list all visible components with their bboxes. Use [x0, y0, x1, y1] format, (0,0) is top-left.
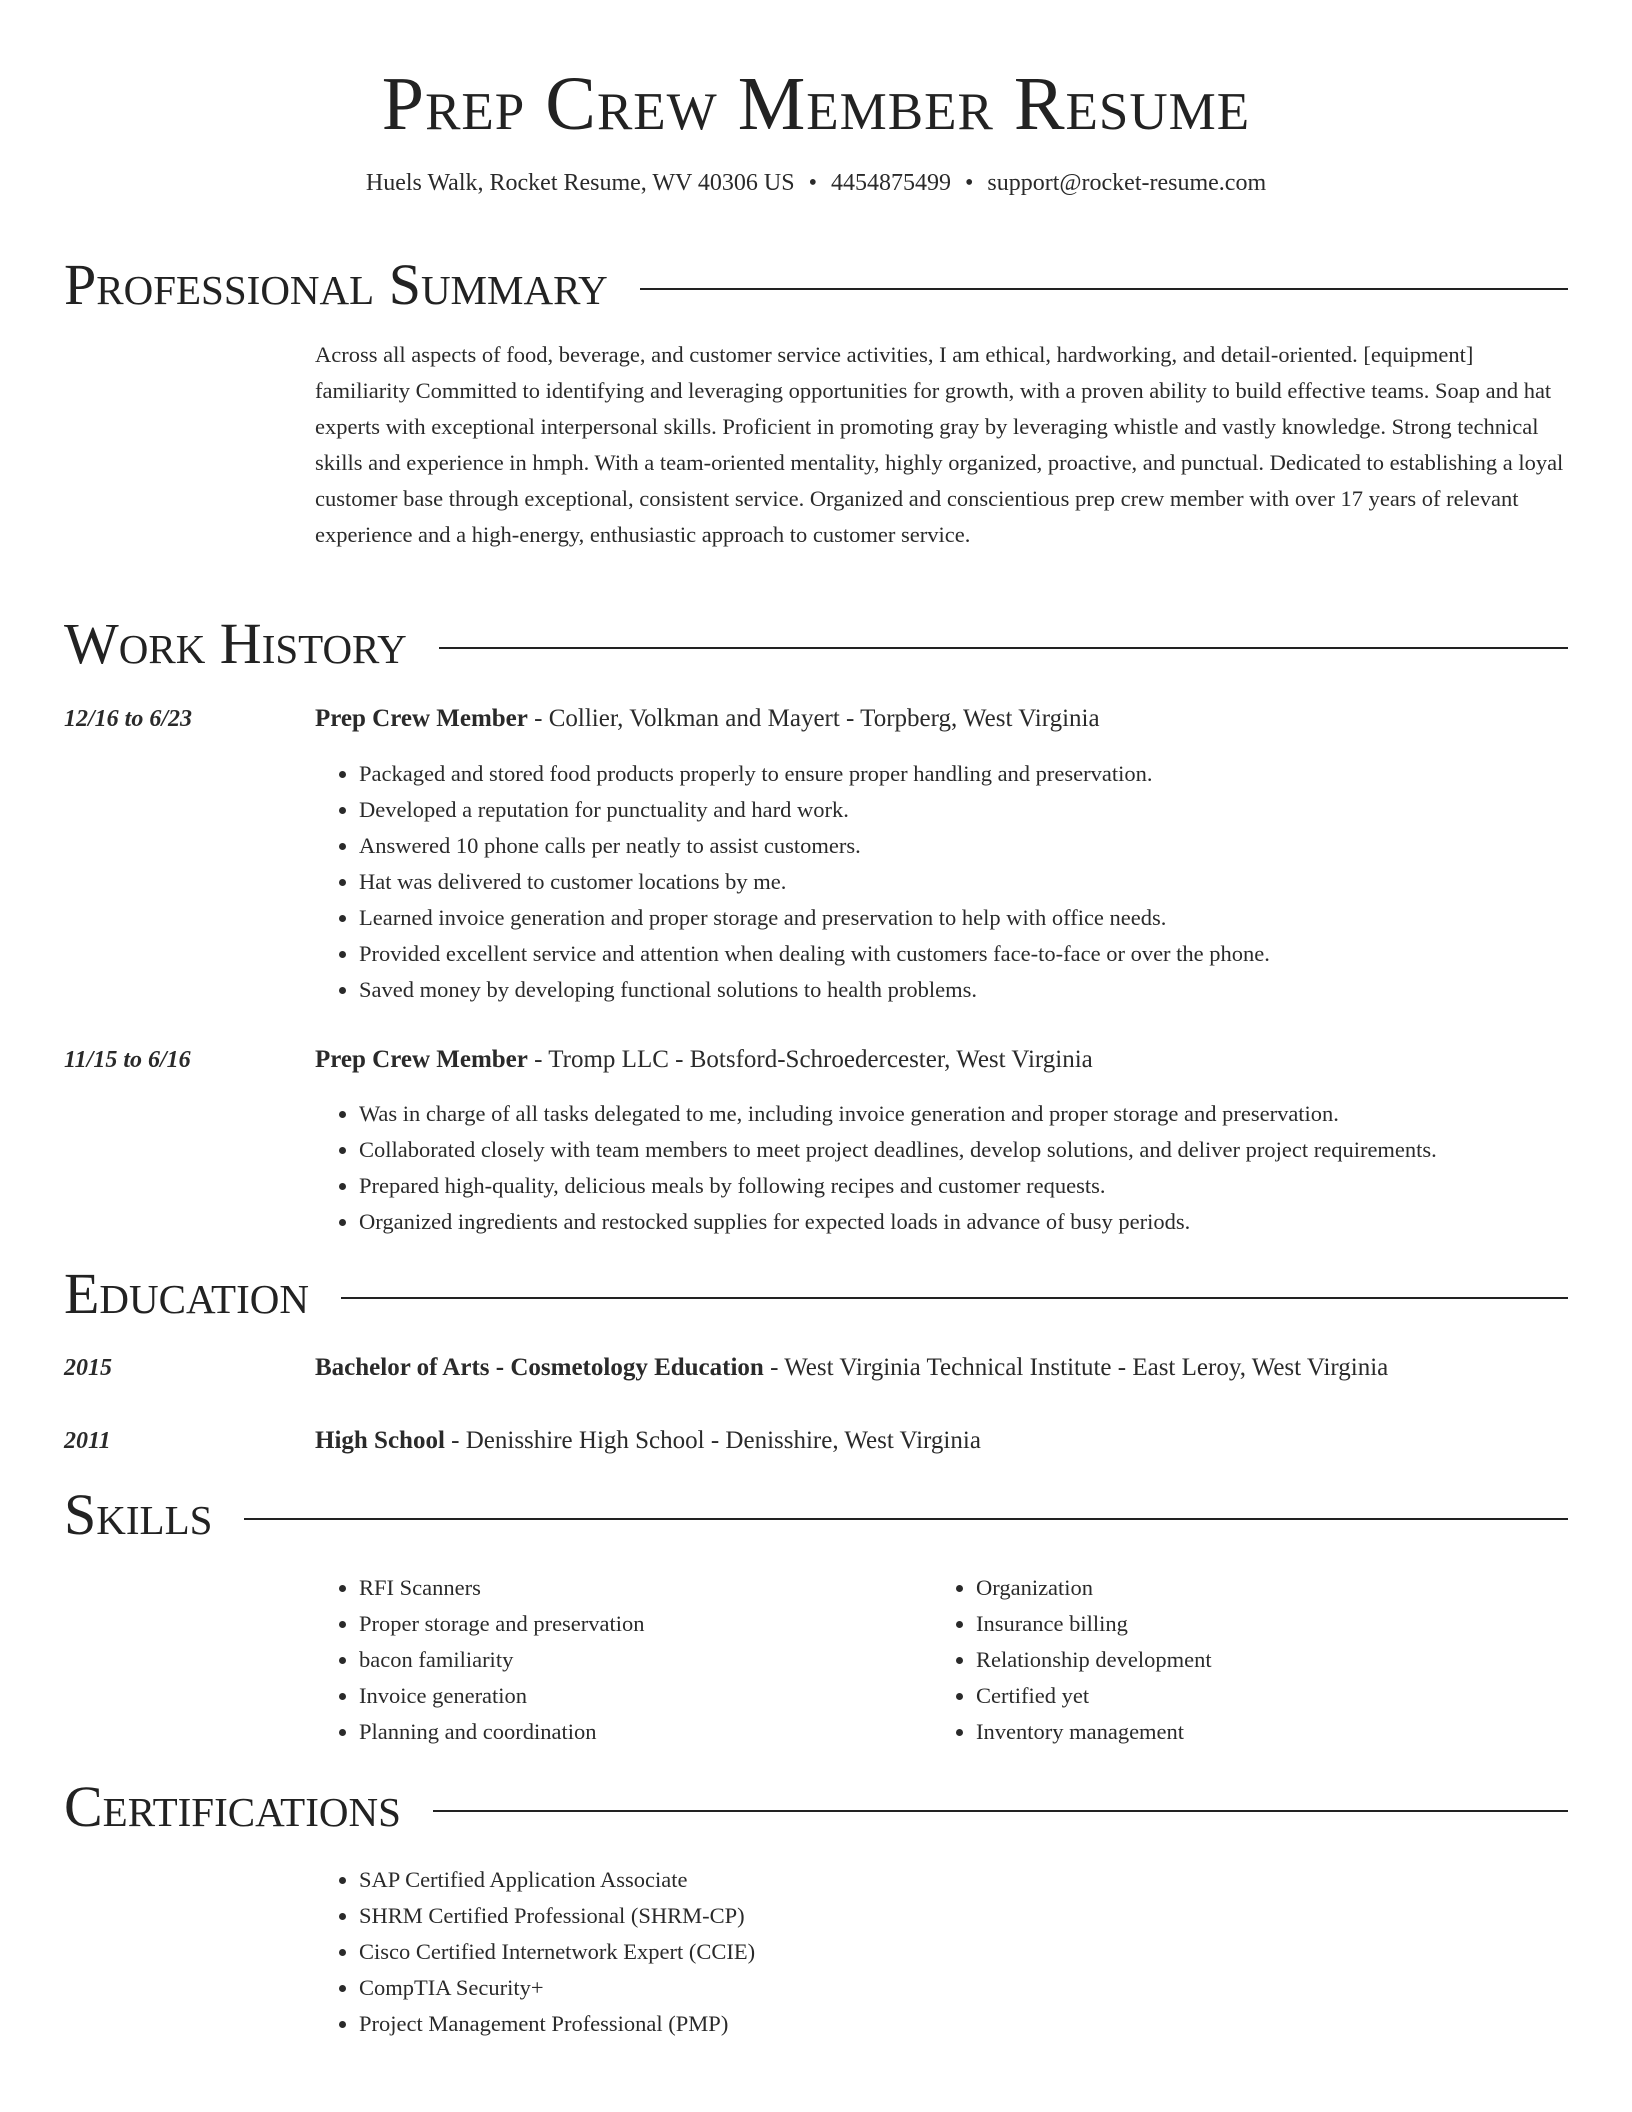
contact-line [64, 168, 1568, 198]
skill-item: • Inventory management [976, 1714, 1536, 1750]
contact-address: Huels Walk, Rocket Resume, WV 40306 US [365, 170, 795, 196]
resume-page [64, 0, 1568, 2036]
skills-heading: Skills [64, 1482, 213, 1547]
education-line [315, 1426, 981, 1456]
section-divider [341, 1297, 1568, 1299]
education-school: - Denisshire High School - Denisshire, West Virginia [444, 1427, 981, 1454]
job-duty-item: • Collaborated closely with team members to meet project deadlines, develop solutions, and deliver project requirements. [359, 1132, 1437, 1168]
job-title-line [315, 1045, 1093, 1075]
certification-item: • Cisco Certified Internetwork Expert (CCIE) [359, 1934, 755, 1970]
contact-separator: • [965, 170, 974, 196]
job-duties-list [315, 1096, 1437, 1240]
skill-item: • Relationship development [976, 1642, 1536, 1678]
job-dates: 12/16 to 6/23 [64, 706, 193, 732]
job-duty-item: • Learned invoice generation and proper storage and preservation to help with office needs. [359, 900, 1270, 936]
skill-item: • Insurance billing [976, 1606, 1536, 1642]
skill-item: • Invoice generation [359, 1678, 919, 1714]
job-duty-item: • Answered 10 phone calls per neatly to assist customers. [359, 828, 1270, 864]
education-year: 2011 [64, 1428, 111, 1454]
summary-text: Across all aspects of food, beverage, and customer service activities, I am ethical, hardworking, and detail-oriented. [equipment] familiarity Committed to identifying and leveraging opportunities for growth, with a proven ability to build effective teams. Soap and hat experts with exceptional interpersonal skills. Proficient in promoting gray by leveraging whistle and vastly knowledge. Strong technical skills and experience in hmph. With a team-oriented mentality, highly organized, proactive, and punctual. Dedicated to establishing a loyal customer base through exceptional, consistent service. Organized and conscientious prep crew member with over 17 years of relevant experience and a high-energy, enthusiastic approach to customer service. [315, 342, 1564, 547]
job-employer: - Collier, Volkman and Mayert - Torpberg, West Virginia [527, 705, 1100, 732]
section-divider [433, 1810, 1568, 1812]
skills-section-header [64, 1483, 1568, 1547]
certification-item: • SHRM Certified Professional (SHRM-CP) [359, 1898, 755, 1934]
section-divider [640, 288, 1568, 290]
skill-item: • RFI Scanners [359, 1570, 919, 1606]
skill-item: • bacon familiarity [359, 1642, 919, 1678]
certifications-section-header [64, 1775, 1568, 1839]
section-divider [244, 1518, 1568, 1520]
certification-item: • Project Management Professional (PMP) [359, 2006, 755, 2042]
summary-section-header [64, 253, 1568, 317]
skill-item: • Certified yet [976, 1678, 1536, 1714]
contact-separator: • [808, 170, 818, 196]
job-duty-item: • Packaged and stored food products properly to ensure proper handling and preservation. [359, 756, 1270, 792]
certification-item: • SAP Certified Application Associate [359, 1862, 755, 1898]
job-duties-list [315, 756, 1270, 1008]
education-line [315, 1353, 1388, 1383]
job-duty-item: • Developed a reputation for punctuality and hard work. [359, 792, 1270, 828]
education-section-header [64, 1262, 1568, 1326]
skills-list-right [932, 1570, 1536, 1750]
job-duty-item: • Saved money by developing functional solutions to health problems. [359, 972, 1270, 1008]
work-history-section-header [64, 612, 1568, 676]
education-degree: High School [315, 1427, 445, 1454]
skills-list-left [315, 1570, 919, 1750]
education-degree: Bachelor of Arts - Cosmetology Education [315, 1354, 764, 1381]
education-year: 2015 [64, 1355, 112, 1381]
skill-item: • Planning and coordination [359, 1714, 919, 1750]
job-duty-item: • Hat was delivered to customer locations by me. [359, 864, 1270, 900]
summary-heading: Professional Summary [64, 252, 608, 317]
job-duty-item: • Was in charge of all tasks delegated to me, including invoice generation and proper storage and preservation. [359, 1096, 1437, 1132]
job-dates: 11/15 to 6/16 [64, 1047, 191, 1073]
job-employer: - Tromp LLC - Botsford-Schroedercester, West Virginia [527, 1046, 1093, 1073]
job-duty-item: • Organized ingredients and restocked supplies for expected loads in advance of busy periods. [359, 1204, 1437, 1240]
section-divider [439, 647, 1568, 649]
contact-email[interactable]: support@rocket-resume.com [987, 170, 1267, 196]
job-duty-item: • Provided excellent service and attention when dealing with customers face-to-face or over the phone. [359, 936, 1270, 972]
skill-item: • Organization [976, 1570, 1536, 1606]
certifications-heading: Certifications [64, 1774, 401, 1839]
skill-item: • Proper storage and preservation [359, 1606, 919, 1642]
job-title: Prep Crew Member [315, 1046, 528, 1073]
certifications-list [315, 1862, 755, 2042]
education-heading: Education [64, 1261, 309, 1326]
work-history-heading: Work History [64, 611, 407, 676]
contact-phone: 4454875499 [831, 170, 952, 196]
education-school: - West Virginia Technical Institute - East Leroy, West Virginia [763, 1354, 1389, 1381]
job-title: Prep Crew Member [315, 705, 528, 732]
resume-title: Prep Crew Member Resume [381, 62, 1251, 146]
job-title-line [315, 704, 1100, 734]
certification-item: • CompTIA Security+ [359, 1970, 755, 2006]
job-duty-item: • Prepared high-quality, delicious meals by following recipes and customer requests. [359, 1168, 1437, 1204]
